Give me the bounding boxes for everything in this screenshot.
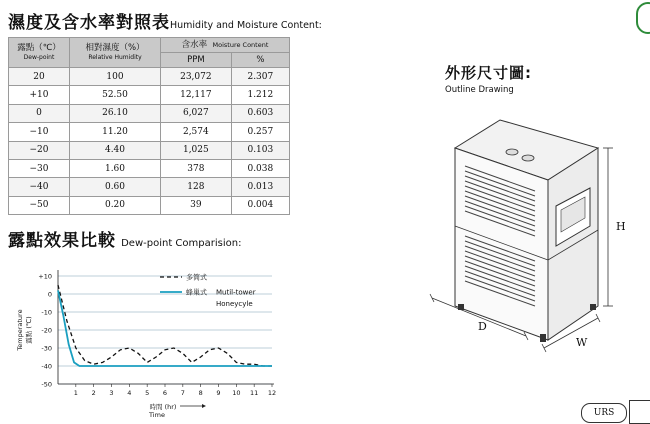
table-cell-dew: −50 (9, 196, 70, 214)
dewpoint-chart (10, 262, 280, 422)
y-tick-label: -30 (41, 344, 52, 353)
table-cell-pct: 0.103 (231, 141, 289, 159)
y-tick-label: -10 (41, 308, 52, 317)
outline-title-cn: 外形尺寸圖: (445, 64, 532, 82)
outline-title-en: Outline Drawing (445, 85, 514, 95)
x-tick-label: 2 (91, 389, 96, 397)
y-axis-label-en: Temperature (16, 309, 24, 351)
x-axis-label-en: Time (149, 411, 165, 419)
table-cell-pct: 0.038 (231, 159, 289, 177)
table-row (9, 86, 290, 104)
col-header-rh: 相對濕度（%） Relative Humidity (70, 38, 161, 68)
table-cell-ppm: 6,027 (161, 104, 232, 122)
col-header-percent: % (231, 53, 289, 68)
table-cell-ppm: 23,072 (161, 68, 232, 86)
table-cell-ppm: 128 (161, 178, 232, 196)
x-tick-label: 6 (162, 389, 168, 397)
table-cell-rh: 26.10 (70, 104, 161, 122)
humidity-title-cn: 濕度及含水率對照表 (8, 13, 170, 33)
table-row (9, 178, 290, 196)
x-tick-label: 8 (198, 389, 203, 397)
table-cell-pct: 2.307 (231, 68, 289, 86)
table-cell-dew: −30 (9, 159, 70, 177)
table-cell-dew: −40 (9, 178, 70, 196)
outline-section-title (445, 62, 532, 95)
brand-logo-icon (636, 2, 650, 34)
top-knob-icon (506, 149, 518, 155)
y-tick-label: -40 (41, 362, 52, 371)
x-tick-label: 7 (180, 389, 185, 397)
dimension-w-label: W (576, 336, 588, 349)
x-axis-label-cn: 時間 (hr) (149, 403, 177, 411)
dewpoint-title-en: Dew-point Comparision: (121, 238, 242, 249)
outline-drawing (420, 108, 650, 358)
table-cell-pct: 0.004 (231, 196, 289, 214)
table-row (9, 196, 290, 214)
table-cell-dew: −20 (9, 141, 70, 159)
col-header-dewpoint: 露點（℃） Dew-point (9, 38, 70, 68)
table-cell-ppm: 39 (161, 196, 232, 214)
table-cell-ppm: 378 (161, 159, 232, 177)
humidity-moisture-table (8, 37, 290, 215)
y-tick-label: -50 (41, 380, 52, 389)
dewpoint-section-title (8, 226, 241, 251)
urs-cert-logo: URS (581, 403, 627, 423)
col-header-moisture: 含水率 Moisture Content (161, 38, 290, 53)
table-cell-ppm: 2,574 (161, 123, 232, 141)
table-cell-rh: 0.20 (70, 196, 161, 214)
y-tick-label: +10 (38, 272, 52, 281)
dewpoint-title-cn: 露點效果比較 (8, 231, 116, 251)
table-row (9, 104, 290, 122)
top-knob-icon (522, 155, 534, 161)
humidity-title-en: Humidity and Moisture Content: (170, 20, 322, 31)
table-cell-pct: 1.212 (231, 86, 289, 104)
cert-mark-icon (629, 400, 650, 424)
table-cell-rh: 4.40 (70, 141, 161, 159)
col-header-ppm: PPM (161, 53, 232, 68)
y-axis-label-cn: 露點 (℃) (25, 316, 33, 344)
table-cell-rh: 52.50 (70, 86, 161, 104)
legend-label-extra: Honeycyle (216, 300, 253, 308)
table-row (9, 159, 290, 177)
y-tick-label: -20 (41, 326, 52, 335)
legend-label-1-en: Mutil-tower (216, 288, 256, 297)
x-tick-label: 10 (232, 389, 241, 397)
table-cell-rh: 0.60 (70, 178, 161, 196)
table-cell-dew: 20 (9, 68, 70, 86)
dimension-h-label: H (616, 220, 626, 233)
table-cell-dew: +10 (9, 86, 70, 104)
x-tick-label: 5 (145, 389, 150, 397)
table-cell-dew: 0 (9, 104, 70, 122)
table-cell-ppm: 1,025 (161, 141, 232, 159)
legend-label-1: 蜂巢式 (186, 288, 207, 297)
table-row (9, 123, 290, 141)
legend-label-0: 多筒式 (186, 273, 207, 282)
x-tick-label: 11 (250, 389, 259, 397)
x-tick-label: 4 (127, 389, 132, 397)
table-row (9, 68, 290, 86)
table-cell-pct: 0.257 (231, 123, 289, 141)
series-line-0 (58, 285, 272, 366)
table-cell-pct: 0.603 (231, 104, 289, 122)
dimension-d-label: D (478, 320, 487, 333)
x-tick-label: 3 (109, 389, 114, 397)
table-cell-ppm: 12,117 (161, 86, 232, 104)
table-cell-rh: 100 (70, 68, 161, 86)
x-axis-arrowhead-icon (202, 404, 206, 408)
table-cell-rh: 1.60 (70, 159, 161, 177)
cabinet-front-face (455, 148, 548, 340)
table-cell-rh: 11.20 (70, 123, 161, 141)
y-tick-label: 0 (47, 290, 52, 299)
table-row (9, 141, 290, 159)
table-cell-pct: 0.013 (231, 178, 289, 196)
x-tick-label: 12 (267, 389, 277, 397)
x-tick-label: 9 (216, 389, 221, 397)
humidity-section-title (8, 8, 322, 33)
x-tick-label: 1 (73, 389, 78, 397)
table-cell-dew: −10 (9, 123, 70, 141)
